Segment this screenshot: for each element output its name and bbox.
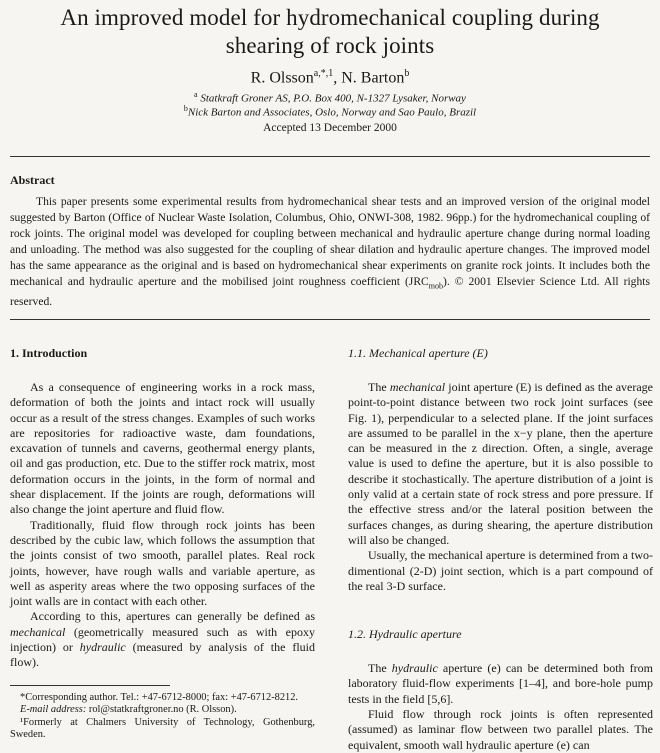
section-heading-introduction: 1. Introduction [10, 346, 88, 360]
abstract-subscript: mob [428, 281, 444, 291]
intro-paragraph-3 [10, 609, 315, 670]
footnote-divider [10, 685, 170, 686]
accepted-date: Accepted 13 December 2000 [263, 122, 397, 134]
intro-p3-part-c: (measured by analysis of the fluid flow). [10, 640, 315, 670]
affiliation-b [20, 102, 640, 120]
top-divider [10, 156, 650, 157]
intro-p3-em-mechanical: mechanical [10, 624, 66, 639]
paper-title [20, 4, 640, 60]
mech-p1-em: mechanical [389, 380, 446, 394]
abstract-divider [10, 319, 650, 320]
hydraulic-paragraph-2: Fluid flow through rock joints is often represented (assumed) as laminar flow between two parallel plates. The equivalent, smooth wall hydraulic aperture (e) can [348, 707, 653, 752]
right-column [348, 340, 653, 753]
intro-p3-part-b: (geometrically measured such as with epoxy injection) or [10, 624, 315, 655]
abstract-text-main: This paper presents some experimental results from hydromechanical shear tests and an improved version of the original model suggested by Barton (Office of Nuclear Waste Isolation, Columbus, Ohio, ONWI-308, 1982. 96pp.) for the hydromechanical coupling of rock joints. The original model was developed for coupling between mechanical and hydraulic aperture change during normal loading and unloading. The method was also suggested for the coupling of shear dilation and hydraulic aperture changes. The improved model has the same appearance as the original and is based on hydromechanical shear experiments on granite rock joints. It includes both the mechanical and hydraulic aperture and the mobilised joint roughness coefficient (JRC [10, 195, 650, 288]
affiliation-b-marker: b [183, 104, 188, 113]
hyd-p1-em: hydraulic [391, 661, 438, 676]
abstract-text-end: ). © 2001 Elsevier Science Ltd. All rights reserved. [10, 275, 650, 309]
abstract-text [10, 194, 650, 310]
author-2-superscript: b [404, 68, 410, 79]
subsection-heading-mechanical-aperture: 1.1. Mechanical aperture (E) [348, 346, 488, 360]
subsection-heading-hydraulic-aperture: 1.2. Hydraulic aperture [348, 627, 462, 642]
title-line-1: An improved model for hydromechanical coupling during [60, 5, 600, 30]
abstract-heading: Abstract [10, 173, 55, 187]
intro-paragraph-1: As a consequence of engineering works in a rock mass, deformation of both the joints and intact rock will usually occur as a result of the stress changes. Examples of such works are repositories for radioactive waste, dam foundations, excavation of tunnels and caverns, geothermal energy plants, oil and gas production, etc. Due to the stiffer rock matrix, most deformation occurs in the joints, in the form of normal and shear displacement. If the joints are rough, deformations will also change the joint aperture and fluid flow. [10, 380, 315, 517]
mech-p1-part-b: joint aperture (E) is defined as the average point-to-point distance between two rock joint surfaces (see Fig. 1), perpendicular to a selected plane. If the joint surfaces are assumed to be parallel in the x−y plane, then the aperture can be measured in the z direction. Often, a single, average value is used to define the aperture, but it is also possible to describe it stochastically. The aperture distribution of a joint is only valid at a certain state of rock stress and pore pressure. If the effective stress and/or the lateral position between the surfaces changes, as during shearing, the aperture distribution will also be changed. [348, 380, 654, 547]
affiliation-b-text: Nick Barton and Associates, Oslo, Norway and Sao Paulo, Brazil [187, 106, 477, 119]
mech-p1-part-a: The [368, 380, 390, 394]
affiliation-a-text: Statkraft Groner AS, P.O. Box 400, N-1327 Lysaker, Norway [197, 92, 466, 105]
footnote-email [10, 704, 315, 717]
intro-p3-em-hydraulic: hydraulic [79, 640, 126, 655]
footnote-formerly: ¹Formerly at Chalmers University of Technology, Gothenburg, Sweden. [10, 716, 315, 741]
intro-paragraph-2: Traditionally, fluid flow through rock joints has been described by the cubic law, which follows the assumption that the joints consist of two smooth, parallel plates. Real rock joints, however, have rough walls and variable aperture, as well as asperity areas where the two opposing surfaces of the joint walls are in contact with each other. [10, 517, 315, 609]
hyd-p1-part-b: aperture (e) can be determined both from laboratory fluid-flow experiments [1–4], and bore-hole pump tests in the field [5,6]. [348, 661, 653, 706]
affiliation-a-marker: a [194, 90, 198, 99]
hyd-p1-part-a: The [368, 661, 392, 676]
author-line [20, 64, 640, 88]
footnote-email-label: E-mail address: [20, 704, 87, 716]
left-column [10, 340, 315, 742]
mechanical-paragraph-1 [348, 380, 653, 548]
footnote-corresponding-author: *Corresponding author. Tel.: +47-6712-8000; fax: +47-6712-8212. [20, 691, 299, 703]
author-separator: , [333, 69, 342, 87]
title-line-2: shearing of rock joints [225, 33, 435, 58]
author-1: R. Olsson [250, 69, 314, 87]
author-2: N. Barton [341, 69, 405, 87]
intro-p3-part-a: According to this, apertures can generally be defined as [30, 609, 315, 624]
mechanical-paragraph-2: Usually, the mechanical aperture is determined from a two-dimentional (2-D) joint section, which is a part compound of the real 3-D surface. [348, 548, 653, 593]
hydraulic-paragraph-1 [348, 661, 653, 707]
footnote-email-value: rol@statkraftgroner.no (R. Olsson). [86, 704, 237, 716]
author-1-superscript: a,*,1 [313, 68, 334, 79]
